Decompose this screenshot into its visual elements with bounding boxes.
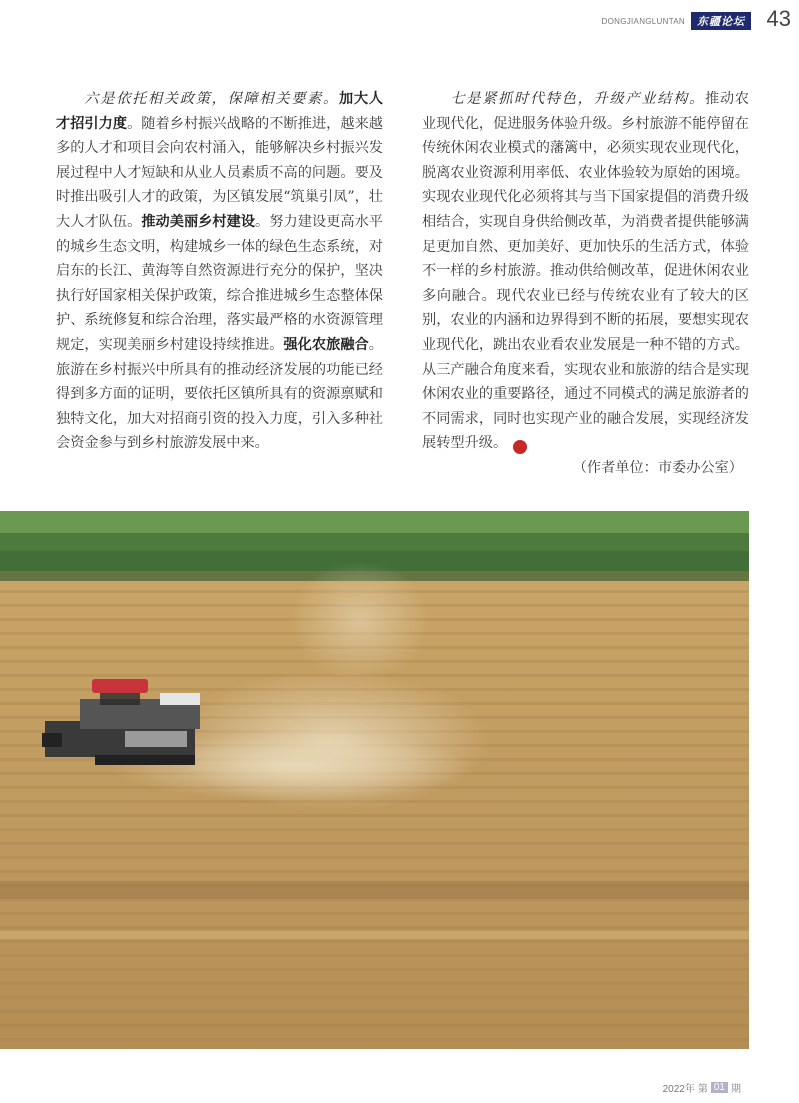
section-seven-text: 推动农业现代化，促进服务体验升级。乡村旅游不能停留在传统休闲农业模式的藩篱中，必须实现农业现代化，脱离农业资源利用率低、农业体验较为原始的困境。实现农业现代化必须将其与当下国家提倡的消费升级相结合，实现自身供给侧改革，为消费者提供能够满足更加自然、更加美好、更加快乐的生活方式，体验不一样的乡村旅游。推动供给侧改革，促进休闲农业多向融合。现代农业已经与传统农业有了较大的区别，农业的内涵和边界得到不断的拓展，要想实现农业现代化，跳出农业看农业发展是一种不错的方式。从三产融合角度来看，实现农业和旅游的结合是实现休闲农业的重要路径，通过不同模式的满足旅游者的不同需求，同时也实现产业的融合发展，实现经济发展转型升级。 xyxy=(422,91,749,452)
left-paragraph xyxy=(56,87,383,456)
page-number: 43 xyxy=(766,6,791,31)
author-affiliation: （作者单位：市委办公室） xyxy=(572,459,743,476)
footer-year: 2022年 xyxy=(662,1084,695,1095)
page-header xyxy=(601,6,791,31)
right-column xyxy=(422,87,749,481)
footer-di: 第 xyxy=(697,1084,708,1095)
journal-name-cn: 东疆论坛 xyxy=(691,12,751,30)
section-seven-lead: 七是紧抓时代特色，升级产业结构。 xyxy=(450,91,705,107)
heading-beautiful-village: 推动美丽乡村建设 xyxy=(141,213,256,230)
agri-tourism-text: 。旅游在乡村振兴中所具有的推动经济发展的功能已经得到多方面的证明，要依托区镇所具有的资源禀赋和独特文化，加大对招商引资的投入力度，引入多种社会资金参与到乡村旅游发展中来。 xyxy=(56,336,383,452)
journal-name-en: DONGJIANGLUNTAN xyxy=(601,16,685,26)
left-column xyxy=(56,87,383,456)
page-footer xyxy=(663,1080,741,1095)
right-paragraph xyxy=(422,87,749,456)
section-six-lead: 六是依托相关政策，保障相关要素。 xyxy=(84,91,339,107)
footer-qi: 期 xyxy=(731,1084,741,1095)
heading-talent: 加大人才招引力度 xyxy=(56,91,383,132)
harvest-photo xyxy=(0,511,749,1049)
end-mark-icon: ✿ xyxy=(513,440,527,454)
talent-text: 。随着乡村振兴战略的不断推进，越来越多的人才和项目会向农村涌入，能够解决乡村振兴发展过程中人才短缺和从业人员素质不高的问题。要及时推出吸引人才的政策，为区镇发展“筑巢引凤”，壮大人才队伍。 xyxy=(56,115,383,230)
beautiful-village-text: 。努力建设更高水平的城乡生态文明，构建城乡一体的绿色生态系统，对启东的长江、黄海等自然资源进行充分的保护，坚决执行好国家相关保护政策，综合推进城乡生态整体保护、系统修复和综合治理，落实最严格的水资源管理规定，实现美丽乡村建设持续推进。 xyxy=(56,213,383,353)
issue-number: 01 xyxy=(711,1082,728,1093)
heading-agri-tourism: 强化农旅融合 xyxy=(283,336,369,353)
